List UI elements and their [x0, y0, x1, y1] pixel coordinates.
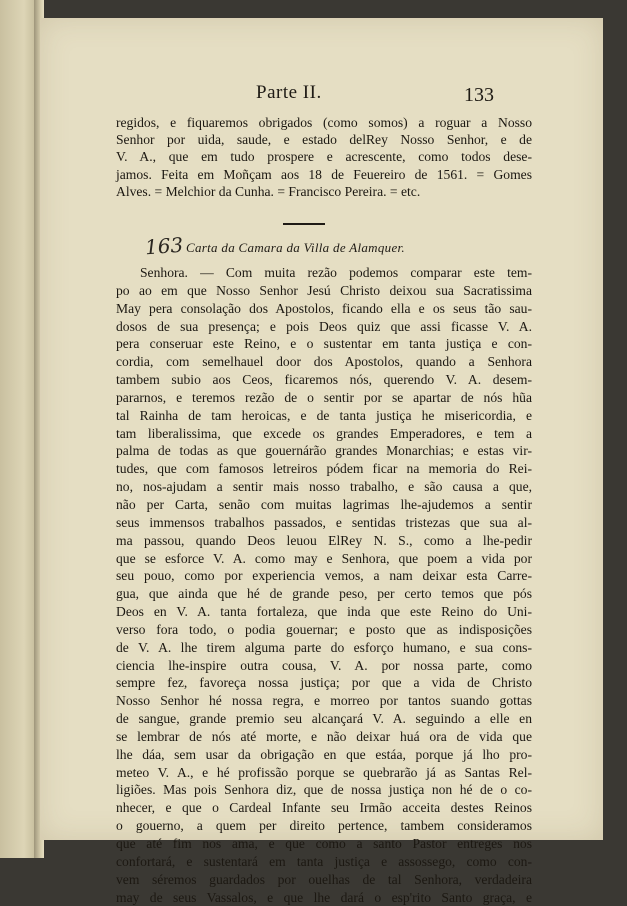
text-line: regidos, e fiquaremos obrigados (como somos) a roguar a Nosso	[116, 115, 532, 130]
text-line: tudes, que com famosos letreiros pódem ficar na memoria do Rei-	[116, 461, 532, 477]
text-line: ma passou, quando Deos leuou ElRey N. S., como a lhe-pedir	[116, 532, 532, 548]
text-line: vem séremos guardados por ouelhas de tal Senhora, verdadeira	[116, 871, 532, 887]
text-line: Nosso Senhor hé nossa regra, e morreo por tantos suando gottas	[116, 693, 532, 709]
page-header	[40, 82, 603, 112]
section-divider	[283, 223, 325, 225]
text-line: se lembrar de nós até morte, e não deixar huá ora de vida que	[116, 728, 532, 744]
text-line: confortará, e sustentará em tanta justiça e assossego, como con-	[116, 853, 532, 869]
letter-body	[116, 264, 532, 906]
text-line: não per Carta, senão com muitas lagrimas lhe-ajudemos a sentir	[116, 496, 532, 512]
text-line: no, nos-ajudam a sentir mais nosso trabalho, e são causa a que,	[116, 479, 532, 495]
text-line: Alves. = Melchior da Cunha. = Francisco Pereira. = etc.	[116, 183, 421, 199]
text-line: V. A., que em tudo prospere e acrescente, como todos dese-	[116, 149, 532, 165]
text-line: meteo V. A., e hé profissão porque se quebrarão já as Santas Rel-	[116, 764, 532, 780]
text-line: nhecer, e que o Cardeal Infante seu Irmão acceita destes Reinos	[116, 800, 532, 816]
text-line: sempre fez, favoreça nossa justiça; por que a vida de Christo	[116, 675, 532, 691]
text-line: que se esforce V. A. como may e Senhora, que poem a vida por	[116, 550, 532, 566]
text-line: Senhora. — Com muita rezão podemos comparar este tem-	[140, 265, 532, 280]
text-line: de V. A. lhe tirem alguma parte do esforço humano, e sua cons-	[116, 639, 532, 655]
text-line: tambem subio aos Ceos, ficaremos nós, querendo V. A. desem-	[116, 372, 532, 388]
text-line: pararnos, e teremos rezão de o sentir por se apartar de nós hũa	[116, 389, 532, 405]
top-paragraph	[116, 114, 532, 200]
page-number: 133	[464, 84, 494, 106]
text-line: que até fim nos ama, e que como a santo Pastor entreges nos	[116, 836, 532, 851]
text-line: May pera consolação dos Apostolos, ficando ella e os seus tão sau-	[116, 300, 532, 316]
text-line: tam liberalissima, que excede os grandes Emperadores, e tem a	[116, 425, 532, 441]
text-line: palma de todas as que gouernárão grandes Monarchias; e estas vir-	[116, 443, 532, 459]
text-line: cordia, com semelhauel door dos Apostolos, quando a Senhora	[116, 354, 532, 370]
text-line: seu pouo, como por experiencia vemos, a nam deixar esta Carre-	[116, 568, 532, 584]
text-line: seus immensos trabalhos passados, e sentidas tristezas que sua al-	[116, 514, 532, 530]
text-line: po ao em que Nosso Senhor Jesú Christo deixou sua Sacratissima	[116, 282, 532, 298]
text-line: may de seus Vassalos, e que lhe dará o esp'rito Santo graça, e	[116, 889, 532, 905]
book-page	[40, 18, 603, 905]
text-line: verso fora todo, o podia gouernar; e posto que as indisposições	[116, 621, 532, 637]
text-line: dosos de sua presença; e pois Deos quiz que assi ficasse V. A.	[116, 318, 532, 334]
text-line: ciencia lhe-inspire outra cousa, V. A. por nossa parte, como	[116, 657, 532, 673]
text-line: ligiões. Mas pois Senhora diz, que de nossa justiça non hé de o co-	[116, 782, 532, 798]
text-line: Senhor por uida, saude, e estado delRey Nosso Senhor, e de	[116, 132, 532, 148]
handwritten-item-number: 163	[144, 232, 184, 260]
text-line: gua, que ainda que hé de grande peso, per certo temos que pós	[116, 586, 532, 602]
text-line: de sangue, grande premio seu alcançará V. A. seguindo a elle en	[116, 711, 532, 727]
section-title: Carta da Camara da Villa de Alamquer.	[186, 240, 405, 255]
text-line: pera conseruar este Reino, e o sustentar em tanta justiça e con-	[116, 336, 532, 352]
text-line: o gouerno, a quem per direito pertence, tambem consideramos	[116, 818, 532, 834]
text-line: jamos. Feita em Moñçam aos 18 de Feuereiro de 1561. = Gomes	[116, 166, 532, 182]
text-line: tal Rainha de tam heroicas, e de tanta justiça he misericordia, e	[116, 407, 532, 423]
text-line: lhe dáa, sem usar da obrigação en que estáa, porque já lho pro-	[116, 746, 532, 762]
text-line: Deos en V. A. tanta fortaleza, que inda que este Reino do Uni-	[116, 604, 532, 620]
running-head: Parte II.	[256, 82, 322, 103]
